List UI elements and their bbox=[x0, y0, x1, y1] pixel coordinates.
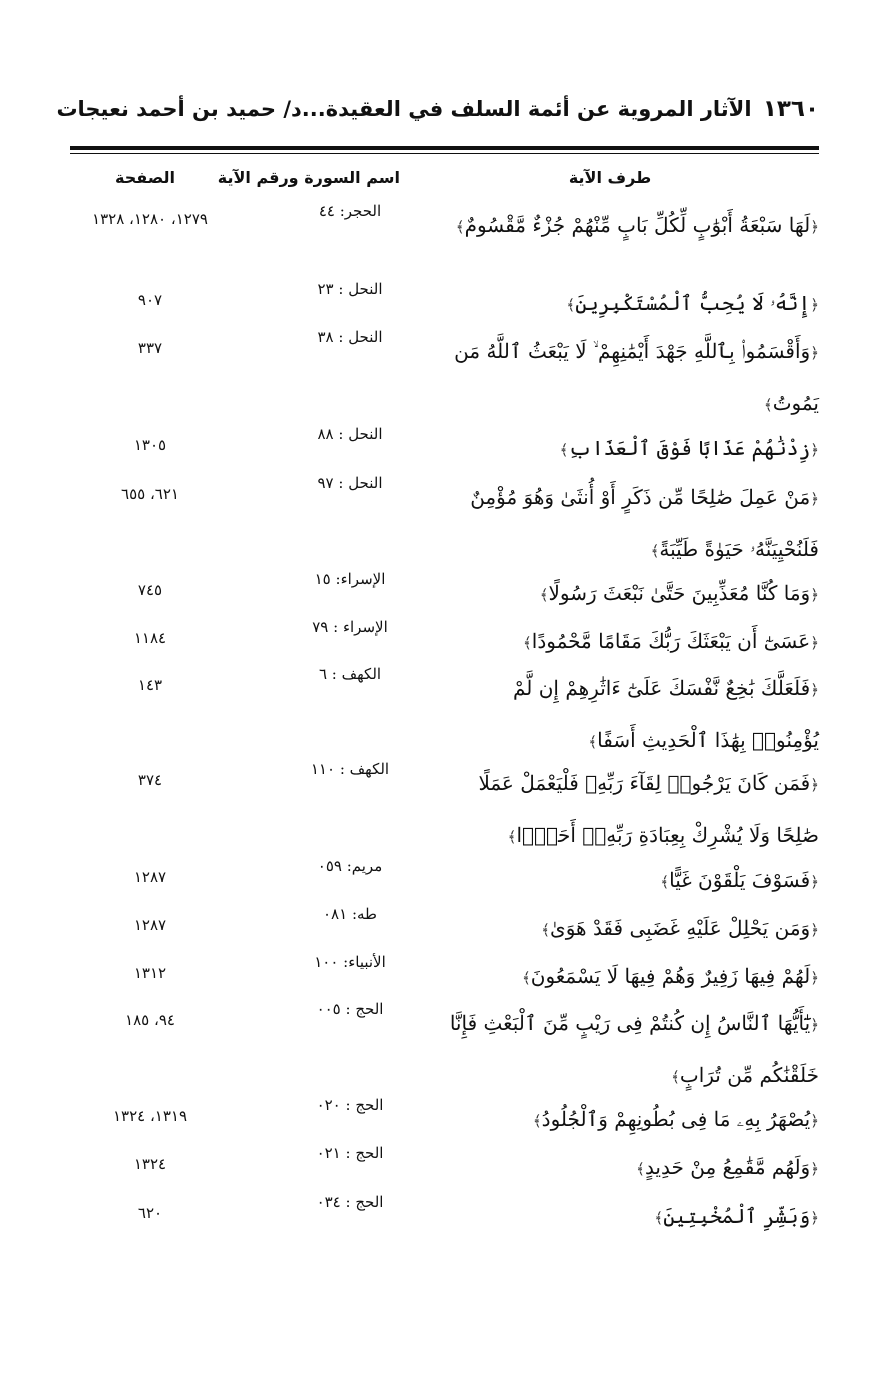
surah-ref: الكهف : ٦ bbox=[318, 665, 382, 683]
page-ref: ١٣١٢ bbox=[133, 964, 167, 982]
verse-open-ornament: ﴿ bbox=[810, 1209, 819, 1227]
verse-open-ornament: ﴿ bbox=[810, 586, 819, 604]
verse-open-ornament: ﴿ bbox=[810, 681, 819, 699]
verse-words: وَبَشِّرِ ٱلْمُخْبِتِينَ bbox=[663, 1204, 811, 1228]
verse-words: فَلَعَلَّكَ بَٰخِعٌ نَّفْسَكَ عَلَىٰٓ ءَاثَٰرِهِمْ إِن لَّمْ يُؤْمِنُوا۟ بِهَٰذَا ٱلْحَدِيثِ أَسَفًا bbox=[512, 676, 819, 752]
verse-words: فَمَن كَانَ يَرْجُوا۟ لِقَآءَ رَبِّهِۦ فَلْيَعْمَلْ عَمَلًا صَٰلِحًا وَلَا يُشْرِكْ بِعِبَادَةِ رَبِّهِۦٓ أَحَدًۢا bbox=[478, 771, 819, 847]
verse-words: وَمَا كُنَّا مُعَذِّبِينَ حَتَّىٰ نَبْعَثَ رَسُولًا bbox=[548, 581, 811, 605]
verse-close-ornament: ﴾ bbox=[588, 733, 598, 751]
page-ref: ١٣٠٥ bbox=[133, 436, 167, 454]
surah-ref: الحجر: ٤٤ bbox=[318, 202, 382, 220]
verse-words: لَهَا سَبْعَةُ أَبْوَٰبٍ لِّكُلِّ بَابٍ مِّنْهُمْ جُزْءٌ مَّقْسُومٌ bbox=[464, 213, 811, 237]
verse-close-ornament: ﴾ bbox=[566, 296, 576, 314]
column-header-verse: طرف الآية bbox=[568, 168, 652, 187]
verse-text bbox=[449, 1094, 819, 1146]
verse-close-ornament: ﴾ bbox=[532, 1112, 542, 1130]
page-ref: ٩٤، ١٨٥ bbox=[125, 1011, 175, 1029]
verse-open-ornament: ﴿ bbox=[810, 969, 819, 987]
verse-open-ornament: ﴿ bbox=[810, 1160, 819, 1178]
verse-words: وَلَهُم مَّقَٰمِعُ مِنْ حَدِيدٍ bbox=[644, 1155, 811, 1179]
verse-text bbox=[449, 903, 819, 955]
verse-open-ornament: ﴿ bbox=[810, 873, 819, 891]
page-ref: ١٣٢٤ bbox=[133, 1155, 167, 1173]
verse-words: وَمَن يَحْلِلْ عَلَيْهِ غَضَبِى فَقَدْ هَوَىٰ bbox=[550, 916, 811, 940]
verse-words: يُصْهَرُ بِهِۦ مَا فِى بُطُونِهِمْ وَٱلْجُلُودُ bbox=[541, 1107, 811, 1131]
verse-open-ornament: ﴿ bbox=[810, 218, 819, 236]
verse-text bbox=[449, 998, 819, 1102]
page-ref: ١٢٨٧ bbox=[133, 868, 167, 886]
verse-open-ornament: ﴿ bbox=[810, 1016, 819, 1034]
column-header-page: الصفحة bbox=[114, 168, 175, 187]
surah-ref: طه: ٠٨١ bbox=[323, 905, 377, 923]
page-ref: ١٣١٩، ١٣٢٤ bbox=[112, 1107, 188, 1125]
page-ref: ١١٨٤ bbox=[133, 629, 167, 647]
verse-text bbox=[449, 568, 819, 620]
surah-ref: النحل : ٢٣ bbox=[317, 280, 383, 298]
verse-close-ornament: ﴾ bbox=[636, 1160, 645, 1178]
verse-words: مَنْ عَمِلَ صَٰلِحًا مِّن ذَكَرٍ أَوْ أُنثَىٰ وَهُوَ مُؤْمِنٌ فَلَنُحْيِيَنَّهُۥ حَيَوٰةً طَيِّبَةً bbox=[470, 485, 819, 561]
surah-ref: الحج : ٠٠٥ bbox=[316, 1000, 384, 1018]
verse-text bbox=[449, 1191, 819, 1243]
verse-text bbox=[449, 1142, 819, 1194]
surah-ref: الحج : ٠٢١ bbox=[316, 1144, 384, 1162]
verse-text bbox=[449, 758, 819, 862]
surah-ref: الإسراء : ٧٩ bbox=[312, 618, 388, 636]
page-ref: ١٢٨٧ bbox=[133, 916, 167, 934]
verse-open-ornament: ﴿ bbox=[810, 296, 819, 314]
verse-text bbox=[449, 855, 819, 907]
verse-open-ornament: ﴿ bbox=[810, 1112, 819, 1130]
page-ref: ٦٢٠ bbox=[137, 1204, 163, 1222]
verse-close-ornament: ﴾ bbox=[521, 969, 531, 987]
verse-open-ornament: ﴿ bbox=[810, 634, 819, 652]
verse-close-ornament: ﴾ bbox=[455, 218, 465, 236]
column-header-surah: اسم السورة ورقم الآية bbox=[217, 168, 400, 187]
verse-close-ornament: ﴾ bbox=[671, 1068, 680, 1086]
verse-open-ornament: ﴿ bbox=[810, 441, 819, 459]
verse-open-ornament: ﴿ bbox=[810, 776, 819, 794]
verse-words: يَٰٓأَيُّهَا ٱلنَّاسُ إِن كُنتُمْ فِى رَيْبٍ مِّنَ ٱلْبَعْثِ فَإِنَّا خَلَقْنَٰكُم مِّن تُرَابٍ bbox=[449, 1011, 819, 1087]
verse-close-ornament: ﴾ bbox=[660, 873, 670, 891]
verse-text bbox=[449, 326, 819, 430]
surah-ref: الإسراء: ١٥ bbox=[314, 570, 386, 588]
verse-open-ornament: ﴿ bbox=[810, 921, 819, 939]
surah-ref: مريم: ٠٥٩ bbox=[317, 857, 383, 875]
surah-ref: الأنبياء: ١٠٠ bbox=[314, 953, 386, 971]
verse-close-ornament: ﴾ bbox=[541, 921, 551, 939]
verse-close-ornament: ﴾ bbox=[539, 586, 549, 604]
verse-text bbox=[449, 278, 819, 330]
verse-close-ornament: ﴾ bbox=[654, 1209, 664, 1227]
surah-ref: الحج : ٠٣٤ bbox=[316, 1193, 384, 1211]
verse-text bbox=[449, 663, 819, 767]
verse-open-ornament: ﴿ bbox=[810, 490, 819, 508]
surah-ref: النحل : ٨٨ bbox=[317, 425, 383, 443]
surah-ref: الكهف : ١١٠ bbox=[310, 760, 390, 778]
verse-text bbox=[449, 951, 819, 1003]
verse-close-ornament: ﴾ bbox=[650, 542, 660, 560]
page-ref: ٧٤٥ bbox=[137, 581, 163, 599]
verse-text bbox=[449, 616, 819, 668]
verse-text bbox=[449, 200, 819, 252]
verse-open-ornament: ﴿ bbox=[810, 344, 819, 362]
page-ref: ١٢٧٩، ١٢٨٠، ١٣٢٨ bbox=[92, 210, 208, 228]
header-title: الآثار المروية عن أئمة السلف في العقيدة...د/ حميد بن أحمد نعيجات bbox=[56, 97, 752, 121]
surah-ref: النحل : ٩٧ bbox=[317, 474, 383, 492]
page-number: ١٣٦٠ bbox=[762, 96, 819, 122]
page-ref: ٦٢١، ٦٥٥ bbox=[121, 485, 179, 503]
verse-words: وَأَقْسَمُوا۟ بِٱللَّهِ جَهْدَ أَيْمَٰنِهِمْ ۙ لَا يَبْعَثُ ٱللَّهُ مَن يَمُوتُ bbox=[454, 339, 819, 415]
verse-words: عَسَىٰٓ أَن يَبْعَثَكَ رَبُّكَ مَقَامًا مَّحْمُودًا bbox=[531, 629, 811, 653]
verse-close-ornament: ﴾ bbox=[507, 828, 517, 846]
surah-ref: الحج : ٠٢٠ bbox=[316, 1096, 384, 1114]
surah-ref: النحل : ٣٨ bbox=[317, 328, 383, 346]
verse-words: إِنَّهُۥ لَا يُحِبُّ ٱلْمُسْتَكْبِرِينَ bbox=[575, 291, 811, 315]
verse-text bbox=[449, 472, 819, 576]
page-ref: ٣٧٤ bbox=[137, 771, 163, 789]
verse-close-ornament: ﴾ bbox=[522, 634, 532, 652]
page-ref: ٣٣٧ bbox=[137, 339, 163, 357]
running-header bbox=[56, 96, 819, 136]
verse-close-ornament: ﴾ bbox=[559, 441, 569, 459]
verse-words: زِدْنَٰهُمْ عَذَابًا فَوْقَ ٱلْعَذَابِ bbox=[568, 436, 811, 460]
verse-words: فَسَوْفَ يَلْقَوْنَ غَيًّا bbox=[669, 868, 811, 892]
header-rule-thick bbox=[70, 146, 819, 150]
header-rule-thin bbox=[70, 153, 819, 154]
page-ref: ٩٠٧ bbox=[137, 291, 163, 309]
verse-words: لَهُمْ فِيهَا زَفِيرٌ وَهُمْ فِيهَا لَا يَسْمَعُونَ bbox=[530, 964, 811, 988]
verse-close-ornament: ﴾ bbox=[763, 396, 773, 414]
page-ref: ١٤٣ bbox=[137, 676, 163, 694]
verse-text bbox=[449, 423, 819, 475]
